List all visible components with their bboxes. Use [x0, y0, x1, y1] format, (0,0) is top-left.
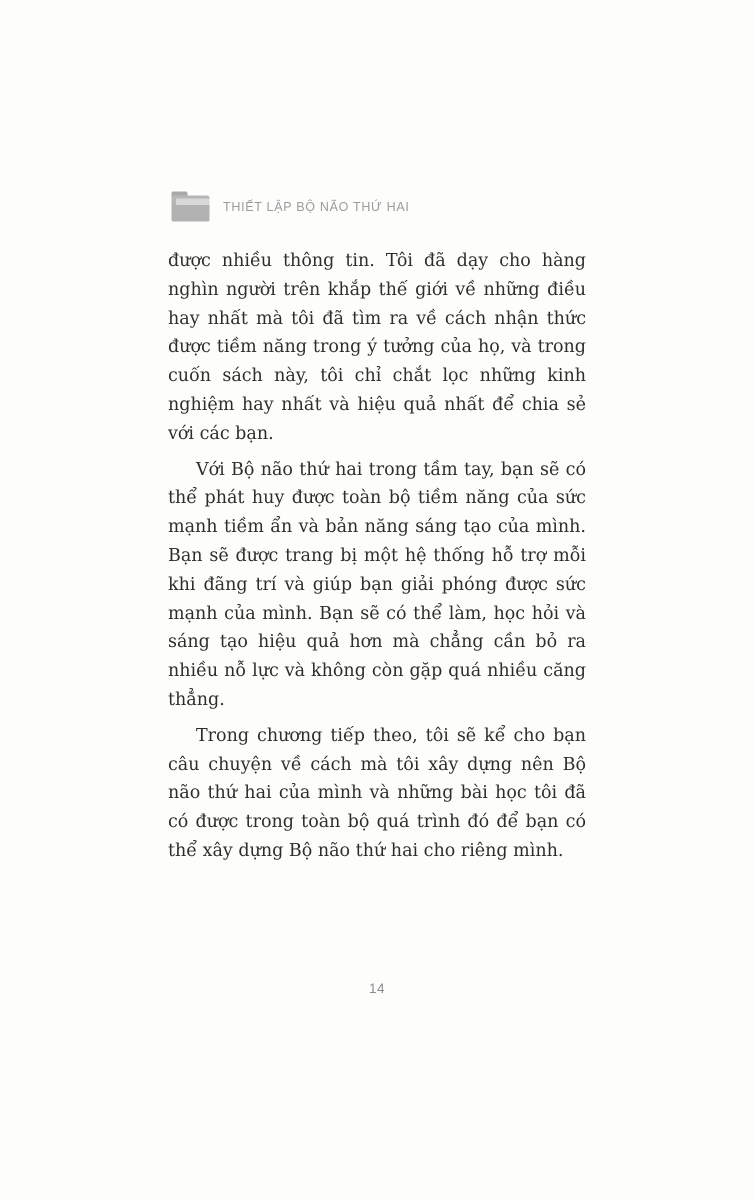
paragraph: được nhiều thông tin. Tôi đã dạy cho hàng nghìn người trên khắp thế giới về những điều hay nhất mà tôi đã tìm ra về cách nhận thức được tiềm năng trong ý tưởng của họ, và trong cuốn sách này, tôi chỉ chắt lọc những kinh nghiệm hay nhất và hiệu quả nhất để chia sẻ với các bạn. [168, 251, 586, 444]
paragraph: Trong chương tiếp theo, tôi sẽ kể cho bạn câu chuyện về cách mà tôi xây dựng nên Bộ não thứ hai của mình và những bài học tôi đã có được trong toàn bộ quá trình đó để bạn có thể xây dựng Bộ não thứ hai cho riêng mình. [168, 725, 586, 861]
page-number: 14 [368, 981, 386, 996]
page-footer [168, 978, 586, 997]
folder-icon [171, 191, 210, 222]
paragraph: Với Bộ não thứ hai trong tầm tay, bạn sẽ có thể phát huy được toàn bộ tiềm năng của sức mạnh tiềm ẩn và bản năng sáng tạo của mình. Bạn sẽ được trang bị một hệ thống hỗ trợ mỗi khi đãng trí và giúp bạn giải phóng được sức mạnh của mình. Bạn sẽ có thể làm, học hỏi và sáng tạo hiệu quả hơn mà chẳng cần bỏ ra nhiều nỗ lực và không còn gặp quá nhiều căng thẳng. [168, 459, 586, 710]
chapter-header [171, 190, 410, 222]
page-body [168, 247, 586, 873]
chapter-title: THIẾT LẬP BỘ NÃO THỨ HAI [223, 200, 410, 214]
